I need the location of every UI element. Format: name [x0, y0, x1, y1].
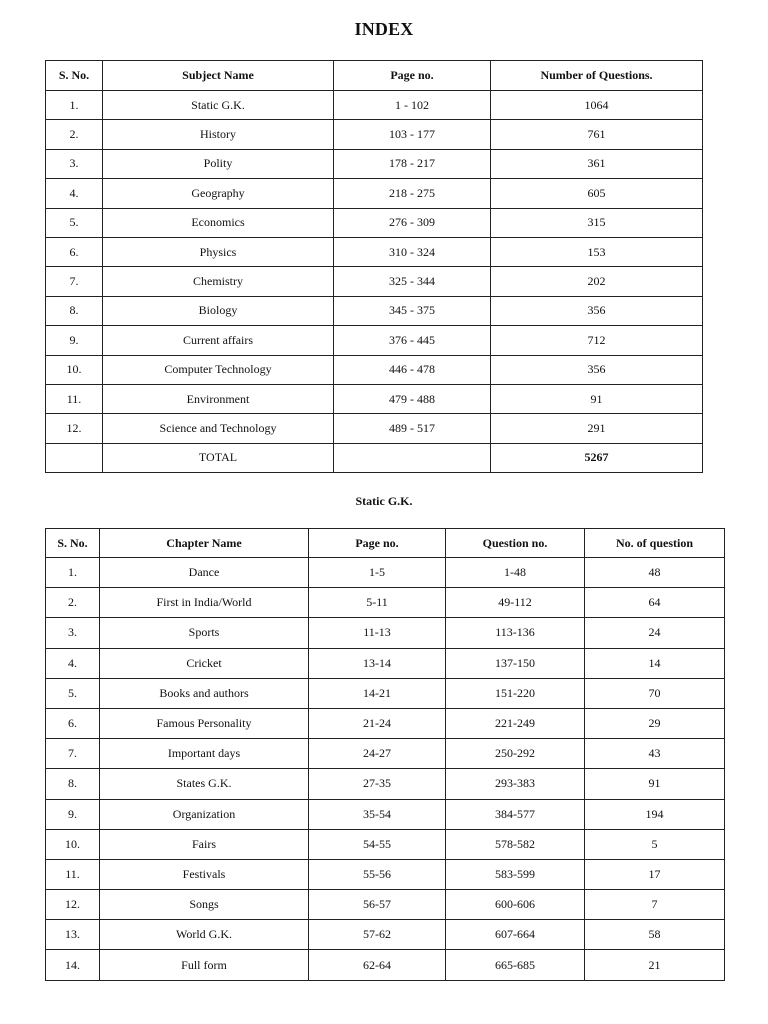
static-gk-table-row-cell: 11-13 [309, 618, 446, 648]
static-gk-header-question-no: Question no. [446, 529, 585, 558]
index-table-row-cell: 605 [491, 179, 703, 208]
static-gk-table-row-cell: 29 [585, 708, 725, 738]
static-gk-table-row-cell: 578-582 [446, 829, 585, 859]
index-table-row-cell: 153 [491, 237, 703, 266]
static-gk-table-row-cell: 113-136 [446, 618, 585, 648]
index-table-row [46, 267, 703, 296]
static-gk-table-row-cell: Cricket [100, 648, 309, 678]
index-table-row-cell: 361 [491, 149, 703, 178]
static-gk-table-row [46, 799, 725, 829]
static-gk-table-row-cell: 1-5 [309, 558, 446, 588]
static-gk-table-row-cell: States G.K. [100, 769, 309, 799]
index-table-row-cell: 218 - 275 [334, 179, 491, 208]
index-table-row-cell: Physics [103, 237, 334, 266]
static-gk-table-row-cell: 64 [585, 588, 725, 618]
static-gk-table-row-cell: Organization [100, 799, 309, 829]
static-gk-table-row-cell: 665-685 [446, 950, 585, 980]
static-gk-table-row-cell: 3. [46, 618, 100, 648]
static-gk-table-row-cell: 9. [46, 799, 100, 829]
static-gk-table-row-cell: 151-220 [446, 678, 585, 708]
index-table-row-cell: Chemistry [103, 267, 334, 296]
static-gk-table-row-cell: 5 [585, 829, 725, 859]
static-gk-table-row-cell: 13-14 [309, 648, 446, 678]
static-gk-table-row-cell: 55-56 [309, 859, 446, 889]
static-gk-table-row-cell: 24 [585, 618, 725, 648]
index-table-row-cell: Environment [103, 384, 334, 413]
index-table-row-cell: 310 - 324 [334, 237, 491, 266]
static-gk-table-row-cell: Books and authors [100, 678, 309, 708]
index-table-row [46, 237, 703, 266]
index-table-row [46, 326, 703, 355]
static-gk-table-row [46, 739, 725, 769]
index-table-row-cell: 178 - 217 [334, 149, 491, 178]
index-table-row-cell: 11. [46, 384, 103, 413]
static-gk-table-row-cell: 11. [46, 859, 100, 889]
static-gk-table-row [46, 618, 725, 648]
static-gk-table-row [46, 890, 725, 920]
index-total-empty-cell [46, 443, 103, 472]
static-gk-table-row [46, 678, 725, 708]
static-gk-table-row [46, 859, 725, 889]
static-gk-table-row-cell: 56-57 [309, 890, 446, 920]
index-table-row-cell: 356 [491, 355, 703, 384]
index-table-row-cell: 10. [46, 355, 103, 384]
index-header-questions: Number of Questions. [491, 61, 703, 91]
static-gk-table-row-cell: 384-577 [446, 799, 585, 829]
index-table-row [46, 414, 703, 443]
static-gk-header-row [46, 529, 725, 558]
index-table-row-cell: 325 - 344 [334, 267, 491, 296]
index-table-row-cell: 91 [491, 384, 703, 413]
static-gk-table-row-cell: 58 [585, 920, 725, 950]
static-gk-table-row-cell: 54-55 [309, 829, 446, 859]
static-gk-table-row-cell: 4. [46, 648, 100, 678]
index-table-row [46, 149, 703, 178]
index-table-row [46, 355, 703, 384]
static-gk-table-row-cell: 293-383 [446, 769, 585, 799]
index-table-row [46, 208, 703, 237]
index-table-row-cell: 4. [46, 179, 103, 208]
page-title: INDEX [354, 19, 414, 39]
index-table-row-cell: Static G.K. [103, 91, 334, 120]
static-gk-table-row-cell: 13. [46, 920, 100, 950]
index-table-row-cell: Economics [103, 208, 334, 237]
index-table-row-cell: Geography [103, 179, 334, 208]
index-table-row-cell: 489 - 517 [334, 414, 491, 443]
static-gk-table-row-cell: 57-62 [309, 920, 446, 950]
static-gk-table-row-cell: 12. [46, 890, 100, 920]
static-gk-table-row-cell: 607-664 [446, 920, 585, 950]
index-table-row-cell: 315 [491, 208, 703, 237]
index-table-row-cell: Computer Technology [103, 355, 334, 384]
index-table-row-cell: History [103, 120, 334, 149]
index-table-row [46, 384, 703, 413]
static-gk-header-sno: S. No. [46, 529, 100, 558]
static-gk-table-row-cell: Songs [100, 890, 309, 920]
index-table-body [46, 91, 703, 444]
index-header-subject: Subject Name [103, 61, 334, 91]
static-gk-table-row-cell: 21-24 [309, 708, 446, 738]
index-table-row-cell: 376 - 445 [334, 326, 491, 355]
static-gk-table-row-cell: Dance [100, 558, 309, 588]
static-gk-table-row-cell: 8. [46, 769, 100, 799]
static-gk-table-row-cell: 14-21 [309, 678, 446, 708]
index-table-row-cell: Current affairs [103, 326, 334, 355]
static-gk-table [45, 528, 725, 981]
static-gk-table-row-cell: Important days [100, 739, 309, 769]
index-table-row-cell: 1064 [491, 91, 703, 120]
static-gk-table-row-cell: 7. [46, 739, 100, 769]
static-gk-table-row-cell: Sports [100, 618, 309, 648]
index-table [45, 60, 703, 473]
static-gk-heading: Static G.K. [355, 494, 413, 508]
index-table-row-cell: 7. [46, 267, 103, 296]
index-table-row-cell: 712 [491, 326, 703, 355]
static-gk-table-row [46, 588, 725, 618]
static-gk-table-row-cell: 5-11 [309, 588, 446, 618]
static-gk-table-row-cell: 48 [585, 558, 725, 588]
index-table-row-cell: 8. [46, 296, 103, 325]
static-gk-table-row [46, 558, 725, 588]
index-total-row [46, 443, 703, 472]
index-table-header-row [46, 61, 703, 91]
static-gk-table-row [46, 708, 725, 738]
static-gk-table-row [46, 648, 725, 678]
index-table-row-cell: Biology [103, 296, 334, 325]
static-gk-table-row-cell: 27-35 [309, 769, 446, 799]
index-table-row-cell: 2. [46, 120, 103, 149]
static-gk-table-body [46, 558, 725, 981]
index-total-label: TOTAL [103, 443, 334, 472]
static-gk-table-row-cell: 35-54 [309, 799, 446, 829]
static-gk-header-chapter: Chapter Name [100, 529, 309, 558]
index-table-row [46, 91, 703, 120]
index-table-row-cell: 479 - 488 [334, 384, 491, 413]
index-table-row-cell: 9. [46, 326, 103, 355]
index-table-row [46, 120, 703, 149]
static-gk-table-row-cell: 43 [585, 739, 725, 769]
static-gk-table-row-cell: 91 [585, 769, 725, 799]
index-table-row-cell: 6. [46, 237, 103, 266]
static-gk-table-row-cell: 49-112 [446, 588, 585, 618]
index-table-row-cell: 202 [491, 267, 703, 296]
index-table-row-cell: 5. [46, 208, 103, 237]
static-gk-table-row-cell: 194 [585, 799, 725, 829]
static-gk-table-row-cell: 5. [46, 678, 100, 708]
static-gk-table-row-cell: Famous Personality [100, 708, 309, 738]
index-table-row-cell: 276 - 309 [334, 208, 491, 237]
index-table-row [46, 179, 703, 208]
static-gk-table-row-cell: 14. [46, 950, 100, 980]
static-gk-table-row-cell: Festivals [100, 859, 309, 889]
index-table-row-cell: 103 - 177 [334, 120, 491, 149]
index-table-row-cell: 12. [46, 414, 103, 443]
static-gk-table-row [46, 829, 725, 859]
static-gk-table-row-cell: 1. [46, 558, 100, 588]
static-gk-table-row-cell: 250-292 [446, 739, 585, 769]
index-table-row-cell: Science and Technology [103, 414, 334, 443]
static-gk-table-row-cell: 221-249 [446, 708, 585, 738]
static-gk-table-row-cell: 2. [46, 588, 100, 618]
static-gk-table-row-cell: 24-27 [309, 739, 446, 769]
static-gk-table-row-cell: 1-48 [446, 558, 585, 588]
index-table-row [46, 296, 703, 325]
static-gk-table-row-cell: Fairs [100, 829, 309, 859]
index-table-row-cell: 1. [46, 91, 103, 120]
index-table-row-cell: 291 [491, 414, 703, 443]
static-gk-header-page: Page no. [309, 529, 446, 558]
static-gk-header-count: No. of question [585, 529, 725, 558]
static-gk-table-row-cell: 10. [46, 829, 100, 859]
index-table-row-cell: Polity [103, 149, 334, 178]
static-gk-table-row-cell: 137-150 [446, 648, 585, 678]
index-table-row-cell: 1 - 102 [334, 91, 491, 120]
index-table-row-cell: 446 - 478 [334, 355, 491, 384]
static-gk-table-row [46, 950, 725, 980]
static-gk-table-row-cell: 14 [585, 648, 725, 678]
static-gk-table-row [46, 769, 725, 799]
static-gk-table-row-cell: First in India/World [100, 588, 309, 618]
index-total-value: 5267 [491, 443, 703, 472]
index-table-row-cell: 761 [491, 120, 703, 149]
static-gk-table-row-cell: 17 [585, 859, 725, 889]
static-gk-table-row [46, 920, 725, 950]
static-gk-table-row-cell: 21 [585, 950, 725, 980]
static-gk-table-row-cell: 6. [46, 708, 100, 738]
static-gk-table-row-cell: 600-606 [446, 890, 585, 920]
static-gk-table-row-cell: 583-599 [446, 859, 585, 889]
index-header-page: Page no. [334, 61, 491, 91]
static-gk-table-row-cell: 62-64 [309, 950, 446, 980]
index-table-row-cell: 356 [491, 296, 703, 325]
static-gk-table-row-cell: Full form [100, 950, 309, 980]
index-header-sno: S. No. [46, 61, 103, 91]
static-gk-table-row-cell: 70 [585, 678, 725, 708]
index-table-row-cell: 3. [46, 149, 103, 178]
index-table-row-cell: 345 - 375 [334, 296, 491, 325]
static-gk-table-row-cell: 7 [585, 890, 725, 920]
index-total-empty-cell [334, 443, 491, 472]
static-gk-table-row-cell: World G.K. [100, 920, 309, 950]
